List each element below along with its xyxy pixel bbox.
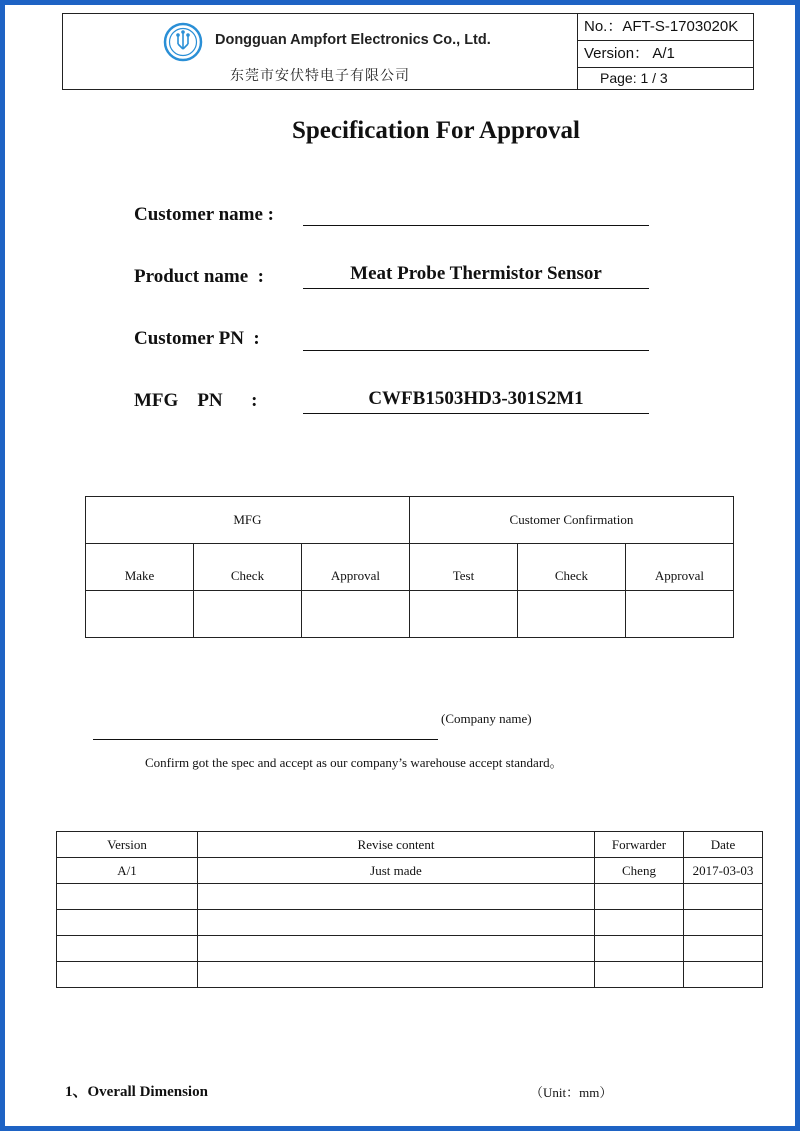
company-name-caption: (Company name): [441, 711, 532, 726]
revision-col-version: Version: [57, 832, 198, 858]
revision-version: A/1: [57, 858, 198, 884]
unit-note: （Unit：mm）: [530, 1085, 613, 1100]
page-number: Page: 1 / 3: [600, 70, 668, 86]
signature-cell: [193, 591, 301, 638]
revision-header-row: [57, 832, 763, 858]
revision-date: 2017-03-03: [684, 858, 763, 884]
table-row: [57, 884, 763, 910]
signature-cell: [517, 591, 625, 638]
revision-forwarder: Cheng: [595, 858, 684, 884]
company-block: [63, 14, 578, 89]
customer-pn-label: Customer PN :: [134, 328, 260, 349]
confirm-statement: Confirm got the spec and accept as our company’s warehouse accept standard。: [145, 755, 563, 770]
company-name-cn: 东莞市安伏特电子有限公司: [230, 68, 410, 84]
revision-col-date: Date: [684, 832, 763, 858]
table-row: [57, 936, 763, 962]
revision-date: [684, 910, 763, 936]
table-row: [57, 910, 763, 936]
revision-forwarder: [595, 936, 684, 962]
customer-pn-field: [303, 325, 649, 351]
approval-col-check-customer: Check: [517, 544, 625, 591]
revision-content: [198, 962, 595, 988]
revision-version: [57, 884, 198, 910]
customer-name-label: Customer name :: [134, 204, 275, 225]
mfg-header: MFG: [86, 497, 410, 544]
approval-col-approval-customer: Approval: [625, 544, 733, 591]
approval-col-approval: Approval: [301, 544, 409, 591]
document-header: [62, 13, 754, 90]
revision-content: [198, 936, 595, 962]
revision-col-content: Revise content: [198, 832, 595, 858]
product-name-field: Meat Probe Thermistor Sensor: [303, 263, 649, 289]
doc-version: Version： A/1: [578, 41, 753, 68]
revision-content: [198, 884, 595, 910]
revision-version: [57, 962, 198, 988]
signature-cell: [86, 591, 194, 638]
mfg-pn-field: CWFB1503HD3-301S2M1: [303, 388, 649, 414]
customer-confirmation-header: Customer Confirmation: [409, 497, 733, 544]
revision-date: [684, 884, 763, 910]
revision-date: [684, 962, 763, 988]
signature-cell: [625, 591, 733, 638]
revision-version: [57, 910, 198, 936]
revision-date: [684, 936, 763, 962]
customer-name-field: [303, 200, 649, 226]
revision-col-forwarder: Forwarder: [595, 832, 684, 858]
signature-cell: [409, 591, 517, 638]
revision-version: [57, 936, 198, 962]
approval-col-make: Make: [86, 544, 194, 591]
approval-col-test: Test: [409, 544, 517, 591]
company-name-en: Dongguan Ampfort Electronics Co., Ltd.: [215, 32, 491, 48]
revision-forwarder: [595, 884, 684, 910]
doc-number: No.：AFT-S-1703020K: [578, 14, 753, 41]
table-row: [57, 858, 763, 884]
mfg-pn-label: MFG PN :: [134, 390, 258, 411]
page-title: Specification For Approval: [292, 117, 580, 144]
section-heading: 1、Overall Dimension: [65, 1084, 208, 1100]
product-name-label: Product name :: [134, 266, 264, 287]
revision-forwarder: [595, 910, 684, 936]
revision-forwarder: [595, 962, 684, 988]
company-signature-line: [93, 739, 438, 740]
revision-content: [198, 910, 595, 936]
approval-col-check: Check: [193, 544, 301, 591]
signature-cell: [301, 591, 409, 638]
approval-table: [85, 496, 734, 638]
revision-content: Just made: [198, 858, 595, 884]
doc-meta: [578, 14, 753, 89]
revision-table: [56, 831, 763, 988]
company-logo-icon: [163, 22, 203, 62]
table-row: [57, 962, 763, 988]
